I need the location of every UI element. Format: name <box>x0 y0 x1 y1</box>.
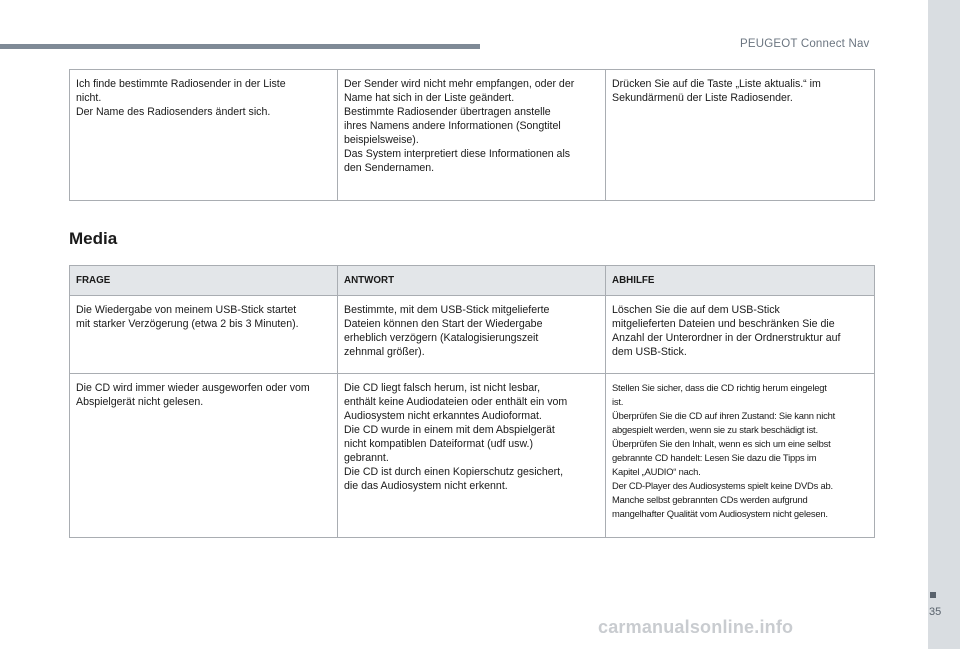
text-line: mangelhafter Qualität vom Audiosystem nicht gelesen. <box>612 508 828 519</box>
table-header-row <box>70 266 875 296</box>
table-row <box>70 374 875 538</box>
text-line: Anzahl der Unterordner in der Ordnerstruktur auf <box>612 332 841 344</box>
side-margin-bar <box>928 0 960 649</box>
text-line: Überprüfen Sie den Inhalt, wenn es sich um eine selbst <box>612 438 831 449</box>
text-line: Audiosystem nicht erkanntes Audioformat. <box>344 410 542 422</box>
text-line: Der CD-Player des Audiosystems spielt keine DVDs ab. <box>612 480 833 491</box>
remedy-cell <box>606 296 875 374</box>
text-line: Die Wiedergabe von meinem USB-Stick startet <box>76 304 297 316</box>
text-line: Der Sender wird nicht mehr empfangen, oder der <box>344 78 575 90</box>
page-marker-square <box>930 592 936 598</box>
remedy-cell <box>606 70 875 201</box>
page-header-title: PEUGEOT Connect Nav <box>740 38 870 50</box>
column-header-answer: ANTWORT <box>338 266 606 296</box>
text-line: Das System interpretiert diese Informationen als <box>344 148 571 160</box>
page-number: 35 <box>929 606 942 618</box>
text-line: dem USB-Stick. <box>612 346 687 358</box>
text-line: den Sendernamen. <box>344 162 435 174</box>
text-line: Abspielgerät nicht gelesen. <box>76 396 204 408</box>
text-line: mit starker Verzögerung (etwa 2 bis 3 Minuten). <box>76 318 299 330</box>
column-header-remedy: ABHILFE <box>606 266 875 296</box>
text-line: gebrannt. <box>344 452 389 464</box>
text-line: Stellen Sie sicher, dass die CD richtig herum eingelegt <box>612 382 827 393</box>
question-cell <box>70 296 338 374</box>
text-line: Die CD ist durch einen Kopierschutz gesichert, <box>344 466 564 478</box>
text-line: nicht. <box>76 92 102 104</box>
section-title-media: Media <box>69 229 118 248</box>
text-line: enthält keine Audiodateien oder enthält ein vom <box>344 396 568 408</box>
text-line: mitgelieferten Dateien und beschränken Sie die <box>612 318 835 330</box>
text-line: Bestimmte, mit dem USB-Stick mitgelieferte <box>344 304 550 316</box>
text-line: Ich finde bestimmte Radiosender in der Liste <box>76 78 286 90</box>
answer-cell <box>338 70 606 201</box>
column-header-question: FRAGE <box>70 266 338 296</box>
text-line: Name hat sich in der Liste geändert. <box>344 92 515 104</box>
text-line: abgespielt werden, wenn sie zu stark beschädigt ist. <box>612 424 818 435</box>
table-row <box>70 70 875 201</box>
text-line: Manche selbst gebrannten CDs werden aufgrund <box>612 494 808 505</box>
radio-faq-table <box>69 69 875 201</box>
text-line: Die CD wird immer wieder ausgeworfen oder vom <box>76 382 310 394</box>
text-line: Löschen Sie die auf dem USB-Stick <box>612 304 780 316</box>
text-line: Sekundärmenü der Liste Radiosender. <box>612 92 793 104</box>
answer-cell <box>338 374 606 538</box>
text-line: zehnmal größer). <box>344 346 425 358</box>
text-line: beispielsweise). <box>344 134 419 146</box>
text-line: gebrannte CD handelt: Lesen Sie dazu die Tipps im <box>612 452 817 463</box>
answer-cell <box>338 296 606 374</box>
text-line: Bestimmte Radiosender übertragen anstelle <box>344 106 551 118</box>
question-cell <box>70 374 338 538</box>
text-line: ist. <box>612 396 624 407</box>
media-faq-table <box>69 265 875 538</box>
remedy-cell <box>606 374 875 538</box>
text-line: Kapitel „AUDIO“ nach. <box>612 466 701 477</box>
text-line: Die CD wurde in einem mit dem Abspielgerät <box>344 424 555 436</box>
watermark-text: carmanualsonline.info <box>598 617 794 637</box>
text-line: Der Name des Radiosenders ändert sich. <box>76 106 271 118</box>
text-line: Die CD liegt falsch herum, ist nicht lesbar, <box>344 382 541 394</box>
text-line: Überprüfen Sie die CD auf ihren Zustand: Sie kann nicht <box>612 410 835 421</box>
question-cell <box>70 70 338 201</box>
table-row <box>70 296 875 374</box>
text-line: die das Audiosystem nicht erkennt. <box>344 480 508 492</box>
text-line: ihres Namens andere Informationen (Songtitel <box>344 120 561 132</box>
text-line: erheblich verzögern (Katalogisierungszeit <box>344 332 539 344</box>
text-line: Drücken Sie auf die Taste „Liste aktualis.“ im <box>612 78 821 90</box>
text-line: Dateien können den Start der Wiedergabe <box>344 318 543 330</box>
text-line: nicht kompatiblen Dateiformat (udf usw.) <box>344 438 534 450</box>
header-rule <box>0 44 480 49</box>
